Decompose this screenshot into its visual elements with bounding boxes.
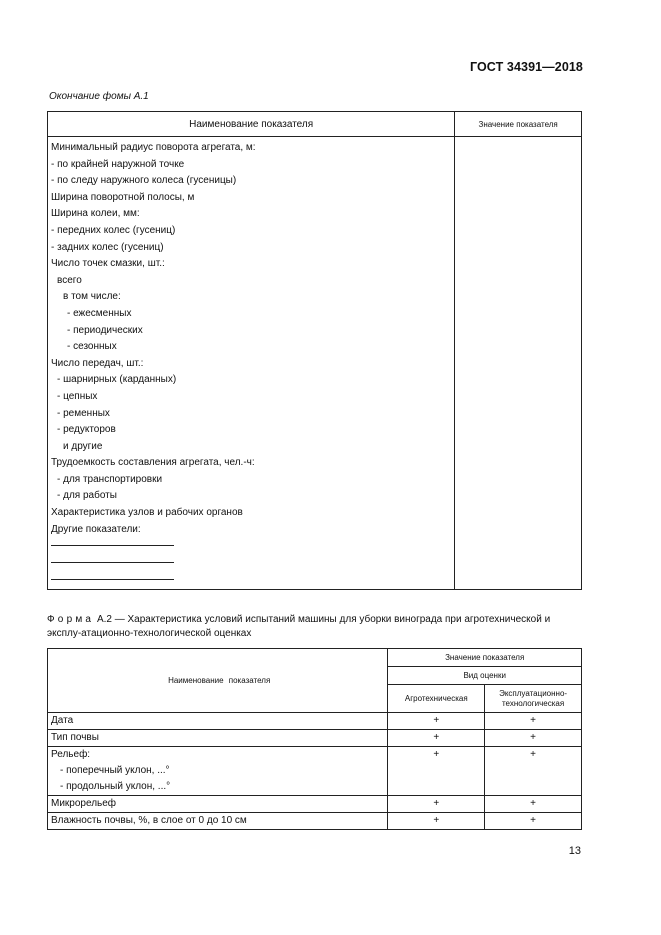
form-a2-row-name [48, 713, 388, 730]
page-number: 13 [568, 845, 581, 857]
form-a1-row: - по следу наружного колеса (гусеницы) [51, 175, 237, 187]
form-a1-row: и другие [63, 440, 103, 452]
agro-mark: + [433, 732, 440, 743]
table-row [48, 813, 582, 830]
row-label: Дата [51, 715, 74, 726]
form-a1-row: - шарнирных (карданных) [57, 374, 177, 386]
form-a2-agro-cell [388, 796, 485, 813]
form-a1-row: Трудоемкость составления агрегата, чел.-ч: [51, 457, 255, 469]
form-a1-row: - ременных [57, 407, 110, 419]
form-a1-row: - цепных [57, 390, 98, 402]
form-a2-expl-cell [485, 813, 582, 830]
form-a2-row-name [48, 730, 388, 747]
form-a2-col-agro: Агротехническая [388, 685, 485, 713]
table-row [48, 747, 582, 796]
form-a1-col-value: Значение показателя [455, 112, 582, 137]
expl-mark: + [530, 732, 536, 743]
row-label: Рельеф: [51, 749, 91, 760]
expl-mark: + [530, 749, 536, 760]
expl-mark: + [530, 815, 536, 826]
form-a2-row-name [48, 796, 388, 813]
standard-number: ГОСТ 34391—2018 [469, 60, 583, 74]
row-sublabel: - поперечный уклон, ...° [60, 765, 170, 776]
form-a1-names-cell [48, 137, 455, 590]
form-a2-col-value: Значение показателя [388, 649, 582, 667]
form-a2-table [47, 648, 582, 830]
form-a2-caption-text: А.2 — Характеристика условий испытаний машины для уборки винограда при агротехнической и эксплу-атационно-технологической оценках [47, 614, 551, 639]
form-a2-col-expl: Эксплуатационно-технологическая [485, 685, 582, 713]
form-a1-row: в том числе: [63, 291, 121, 303]
table-row [48, 730, 582, 747]
row-sublabel: - продольный уклон, ...° [60, 781, 171, 792]
form-a1-row: всего [57, 274, 82, 286]
form-a2-row-name [48, 747, 388, 796]
blank-fill-line [51, 562, 174, 563]
form-a1-row: - ежесменных [67, 307, 132, 319]
form-a1-row: - сезонных [67, 341, 117, 353]
form-a1-row: - редукторов [57, 424, 116, 436]
form-a2-expl-cell [485, 747, 582, 796]
expl-mark: + [530, 715, 536, 726]
form-a2-agro-cell [388, 813, 485, 830]
table-row [48, 796, 582, 813]
form-a1-row: - периодических [67, 324, 143, 336]
form-a1-row: - для работы [57, 490, 117, 502]
table-row [48, 713, 582, 730]
agro-mark: + [433, 815, 440, 826]
form-a2-col-eval: Вид оценки [388, 667, 582, 685]
form-a2-caption [47, 613, 587, 641]
form-a2-expl-cell [485, 713, 582, 730]
form-a2-agro-cell [388, 713, 485, 730]
form-a1-table [47, 111, 582, 590]
blank-fill-line [51, 545, 174, 546]
form-a1-row: Число точек смазки, шт.: [51, 258, 165, 270]
form-a1-row: - передних колес (гусениц) [51, 224, 176, 236]
form-a2-agro-cell [388, 747, 485, 796]
form-a1-row: - для транспортировки [57, 473, 163, 485]
form-a2-caption-prefix: Форма [47, 614, 95, 625]
expl-mark: + [530, 798, 536, 809]
form-a1-blank-lines [48, 545, 454, 589]
agro-mark: + [433, 798, 440, 809]
row-label: Влажность почвы, %, в слое от 0 до 10 см [51, 815, 247, 826]
form-a1-values-cell [455, 137, 582, 590]
form-a1-row: Ширина колеи, мм: [51, 208, 140, 220]
form-a1-col-name: Наименование показателя [48, 112, 455, 137]
form-a2-row-name [48, 813, 388, 830]
agro-mark: + [433, 715, 440, 726]
form-a1-row: - по крайней наружной точке [51, 158, 185, 170]
form-a1-row: Характеристика узлов и рабочих органов [51, 507, 243, 519]
blank-fill-line [51, 579, 174, 580]
row-label: Микрорельеф [51, 798, 117, 809]
row-label: Тип почвы [51, 732, 99, 743]
form-a2-agro-cell [388, 730, 485, 747]
form-a1-rows [48, 137, 454, 538]
form-a1-caption: Окончание фомы А.1 [49, 91, 149, 102]
form-a1-row: Минимальный радиус поворота агрегата, м: [51, 142, 256, 153]
form-a2-col-name: Наименование показателя [48, 649, 388, 713]
form-a2-expl-cell [485, 796, 582, 813]
form-a1-row: Число передач, шт.: [51, 357, 144, 369]
form-a1-row: Другие показатели: [51, 523, 141, 535]
form-a1-row: - задних колес (гусениц) [51, 241, 164, 253]
form-a2-expl-cell [485, 730, 582, 747]
form-a1-row: Ширина поворотной полосы, м [51, 191, 195, 203]
agro-mark: + [433, 749, 440, 760]
